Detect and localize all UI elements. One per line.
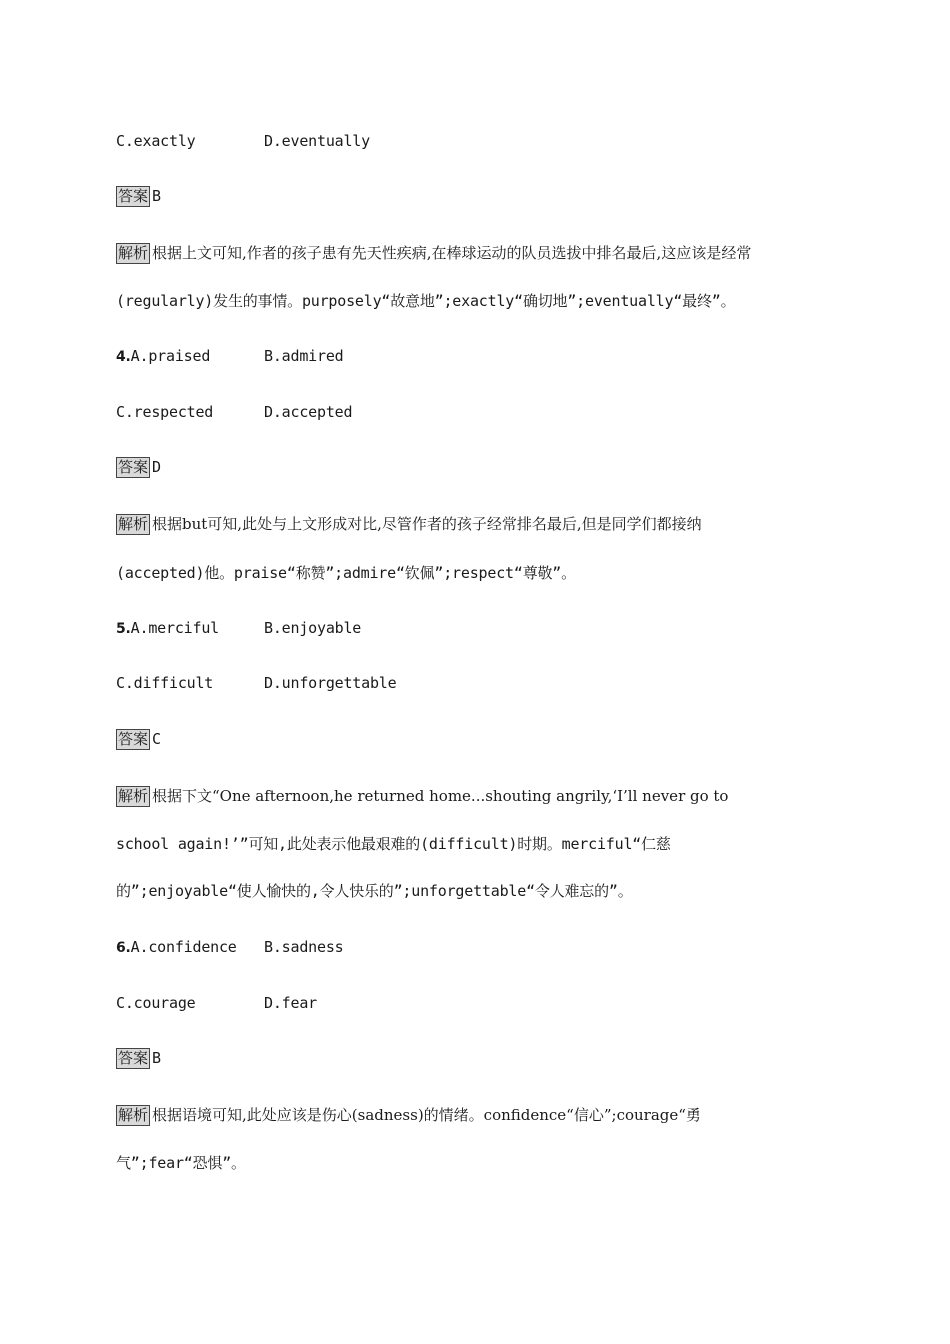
q6-explanation-line-2: 气”;fear“恐惧”。 <box>116 1154 246 1172</box>
q4-options-row-1 <box>116 344 344 368</box>
q5-number: 5. <box>116 621 131 637</box>
q3-explanation-text-1: 根据上文可知,作者的孩子患有先天性疾病,在棒球运动的队员选拔中排名最后,这应该是经常 <box>152 244 752 262</box>
q6-answer <box>116 1046 161 1070</box>
q6-explanation-text-1: 根据语境可知,此处应该是伤心(sadness)的情绪。confidence“信心”;courage“勇 <box>152 1106 701 1124</box>
q6-explanation-tag: 解析 <box>118 1106 149 1124</box>
q5-option-d: D.unforgettable <box>264 674 397 692</box>
q6-explanation-line-1 <box>116 1103 701 1127</box>
q3-explanation-line-2: (regularly)发生的事情。purposely“故意地”;exactly“确切地”;eventually“最终”。 <box>116 292 736 310</box>
q3-explanation-line-1 <box>116 241 751 265</box>
q3-option-c: C.exactly <box>116 132 196 150</box>
q3-answer <box>116 184 161 208</box>
q4-option-a: A.praised <box>130 347 211 365</box>
q6-answer-tag: 答案 <box>118 1049 149 1067</box>
q6-option-c: C.courage <box>116 994 196 1012</box>
q5-explanation-line-1 <box>116 784 728 808</box>
q4-explanation-text-1: 根据but可知,此处与上文形成对比,尽管作者的孩子经常排名最后,但是同学们都接纳 <box>152 515 702 533</box>
q5-explanation-tag: 解析 <box>118 787 149 805</box>
q5-explanation-line-2: school again!’”可知,此处表示他最艰难的(difficult)时期。merciful“仁慈 <box>116 835 671 853</box>
q5-option-c: C.difficult <box>116 674 214 692</box>
q6-option-a: A.confidence <box>130 938 237 956</box>
q5-answer <box>116 727 161 751</box>
q6-answer-value: B <box>152 1049 161 1067</box>
q3-options-row-2 <box>116 129 370 153</box>
q6-option-d: D.fear <box>264 994 317 1012</box>
q4-option-c: C.respected <box>116 403 214 421</box>
q3-answer-tag: 答案 <box>118 187 149 205</box>
q5-answer-tag: 答案 <box>118 730 149 748</box>
q5-option-a: A.merciful <box>130 619 219 637</box>
q3-answer-value: B <box>152 187 161 205</box>
q5-option-b: B.enjoyable <box>264 619 362 637</box>
q6-number: 6. <box>116 940 131 956</box>
q6-options-row-1 <box>116 935 344 959</box>
q4-number: 4. <box>116 349 131 365</box>
q4-explanation-tag: 解析 <box>118 515 149 533</box>
q5-explanation-line-3: 的”;enjoyable“使人愉快的,令人快乐的”;unforgettable“令人难忘的”。 <box>116 882 633 900</box>
q4-option-d: D.accepted <box>264 403 353 421</box>
q5-options-row-1 <box>116 616 362 640</box>
q3-explanation-tag: 解析 <box>118 244 149 262</box>
q6-options-row-2 <box>116 991 317 1015</box>
q4-explanation-line-1 <box>116 512 702 536</box>
q4-option-b: B.admired <box>264 347 344 365</box>
q3-option-d: D.eventually <box>264 132 370 150</box>
q4-answer-value: D <box>152 458 161 476</box>
q5-options-row-2 <box>116 671 397 695</box>
q6-option-b: B.sadness <box>264 938 344 956</box>
q4-answer-tag: 答案 <box>118 458 149 476</box>
q5-answer-value: C <box>152 730 161 748</box>
q4-options-row-2 <box>116 400 353 424</box>
q4-explanation-line-2: (accepted)他。praise“称赞”;admire“钦佩”;respect“尊敬”。 <box>116 564 576 582</box>
q5-explanation-text-1: 根据下文“One afternoon,he returned home...shouting angrily,‘I’ll never go to <box>152 787 729 805</box>
q4-answer <box>116 455 161 479</box>
